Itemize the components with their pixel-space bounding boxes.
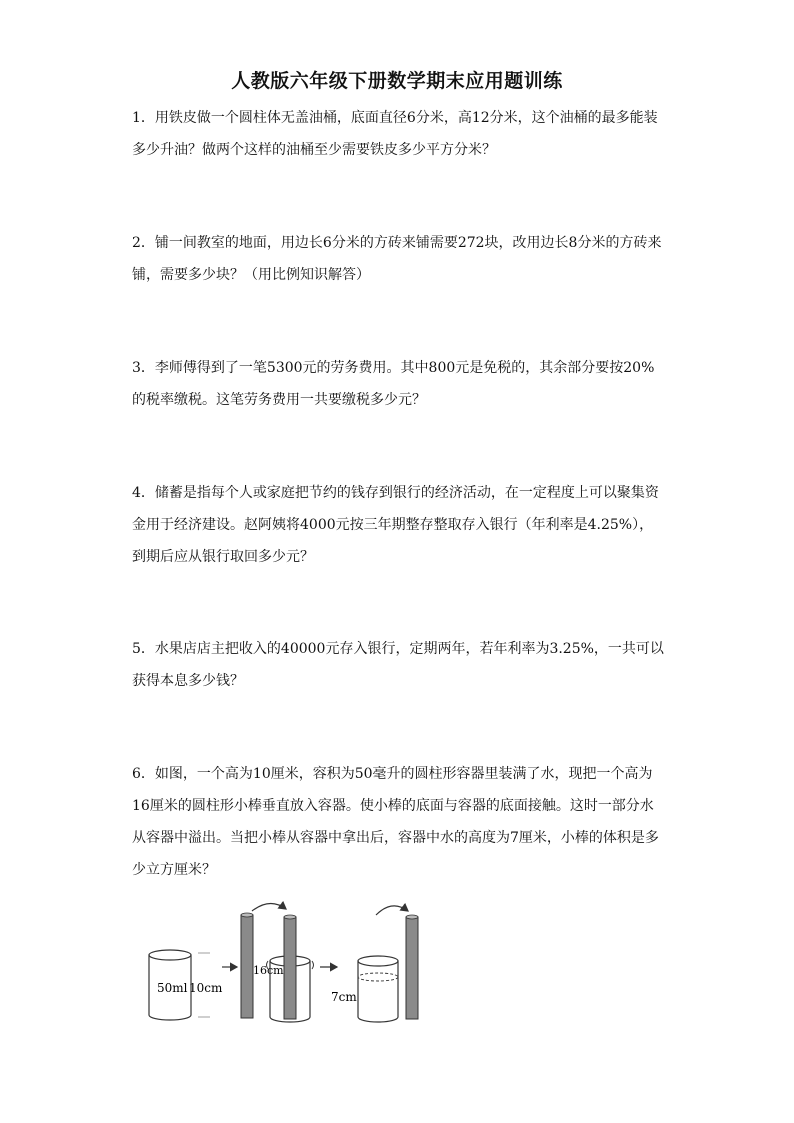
height-label: 10cm bbox=[189, 981, 223, 995]
container-lowered-water bbox=[358, 956, 398, 1022]
question-4: 4．储蓄是指每个人或家庭把节约的钱存到银行的经济活动，在一定程度上可以聚集资金用于经济建设。赵阿姨将4000元按三年期整存整取存入银行（年利率是4.25%），到期后应从银行取回多少元？ bbox=[132, 485, 659, 565]
question-6: 6．如图，一个高为10厘米，容积为50毫升的圆柱形容器里装满了水，现把一个高为16厘米的圆柱形小棒垂直放入容器。使小棒的底面与容器的底面接触。这时一部分水从容器中溢出。当把小棒从容器中拿出后，容器中水的高度为7厘米，小棒的体积是多少立方厘米？ bbox=[132, 766, 659, 878]
question-5: 5．水果店店主把收入的40000元存入银行，定期两年，若年利率为3.25%，一共可以获得本息多少钱？ bbox=[132, 641, 664, 689]
volume-label: 50ml bbox=[157, 981, 188, 995]
curved-arrow-icon bbox=[376, 906, 408, 915]
rod-right bbox=[406, 915, 418, 1019]
page-title: 人教版六年级下册数学期末应用题训练 bbox=[231, 70, 563, 92]
question-3: 3．李师傅得到了一笔5300元的劳务费用。其中800元是免税的，其余部分要按20%的税率缴税。这笔劳务费用一共要缴税多少元？ bbox=[132, 360, 655, 408]
cylinder-rod-figure bbox=[140, 895, 440, 1035]
question-1: 1．用铁皮做一个圆柱体无盖油桶，底面直径6分米，高12分米，这个油桶的最多能装多少升油？做两个这样的油桶至少需要铁皮多少平方分米？ bbox=[132, 110, 658, 158]
rod-length-label: 16cm bbox=[253, 964, 284, 977]
container-full bbox=[149, 950, 191, 1020]
rod-left bbox=[241, 913, 253, 1018]
question-2: 2．铺一间教室的地面，用边长6分米的方砖来铺需要272块，改用边长8分米的方砖来铺，需要多少块？（用比例知识解答） bbox=[132, 235, 662, 283]
water-height-label: 7cm bbox=[331, 990, 357, 1004]
curved-arrow-icon bbox=[252, 903, 286, 911]
